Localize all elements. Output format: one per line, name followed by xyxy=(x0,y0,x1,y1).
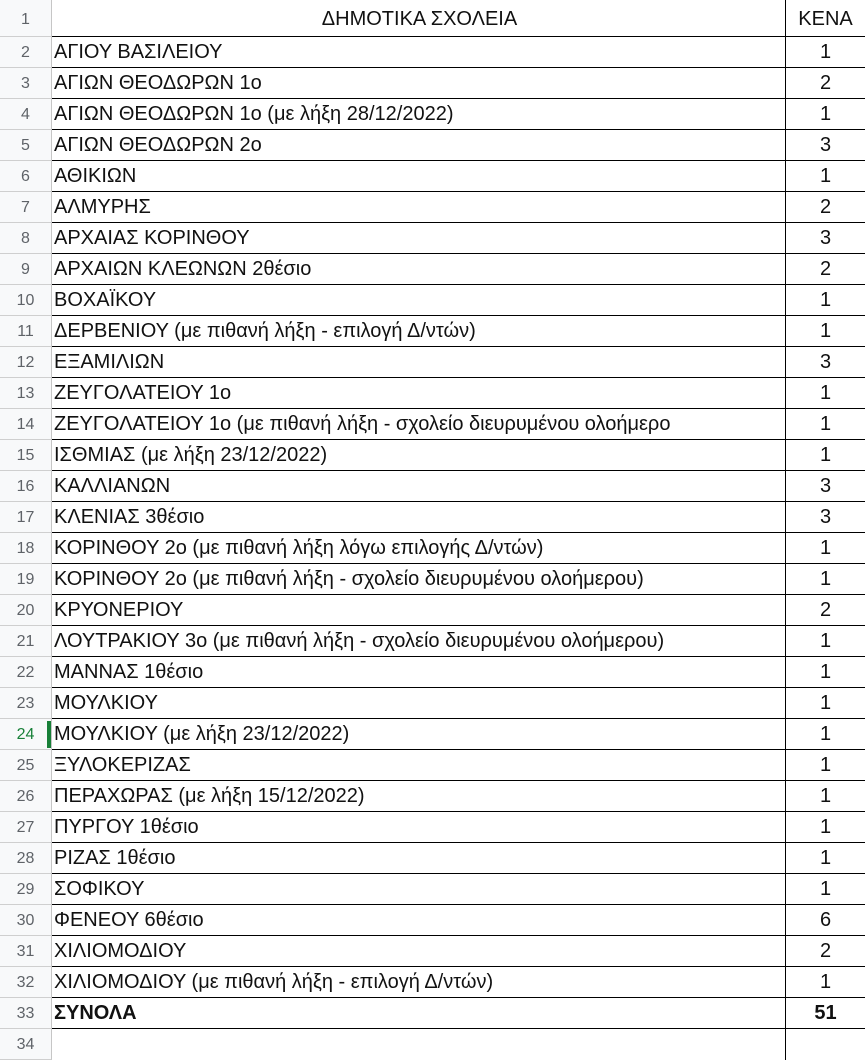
school-name-cell[interactable]: ΑΡΧΑΙΑΣ ΚΟΡΙΝΘΟΥ xyxy=(52,223,786,254)
table-row xyxy=(0,130,865,161)
school-name-cell[interactable]: ΑΛΜΥΡΗΣ xyxy=(52,192,786,223)
school-name-cell[interactable]: ΧΙΛΙΟΜΟΔΙΟΥ (με πιθανή λήξη - επιλογή Δ/ντών) xyxy=(52,967,786,998)
school-name-cell[interactable]: ΕΞΑΜΙΛΙΩΝ xyxy=(52,347,786,378)
vacancy-count-cell[interactable]: 1 xyxy=(786,99,865,130)
school-name-cell[interactable]: ΞΥΛΟΚΕΡΙΖΑΣ xyxy=(52,750,786,781)
vacancy-count-cell[interactable]: 1 xyxy=(786,719,865,750)
vacancy-count-cell[interactable]: 2 xyxy=(786,595,865,626)
vacancy-count-cell[interactable]: 1 xyxy=(786,564,865,595)
vacancy-count-cell[interactable]: 1 xyxy=(786,533,865,564)
header-row xyxy=(0,0,865,37)
row-number[interactable]: 4 xyxy=(0,99,52,130)
table-row xyxy=(0,533,865,564)
school-name-cell[interactable]: ΙΣΘΜΙΑΣ (με λήξη 23/12/2022) xyxy=(52,440,786,471)
row-number[interactable]: 28 xyxy=(0,843,52,874)
vacancy-count-cell[interactable]: 1 xyxy=(786,750,865,781)
empty-cell[interactable] xyxy=(52,1029,786,1060)
empty-cell[interactable] xyxy=(786,1029,865,1060)
empty-row xyxy=(0,1029,865,1060)
table-row xyxy=(0,750,865,781)
row-number[interactable]: 27 xyxy=(0,812,52,843)
row-number[interactable]: 9 xyxy=(0,254,52,285)
school-name-cell[interactable]: ΑΓΙΩΝ ΘΕΟΔΩΡΩΝ 1ο (με λήξη 28/12/2022) xyxy=(52,99,786,130)
school-name-cell[interactable]: ΚΟΡΙΝΘΟΥ 2ο (με πιθανή λήξη λόγω επιλογής Δ/ντών) xyxy=(52,533,786,564)
vacancy-count-cell[interactable]: 1 xyxy=(786,285,865,316)
school-name-cell[interactable]: ΖΕΥΓΟΛΑΤΕΙΟΥ 1ο (με πιθανή λήξη - σχολείο διευρυμένου ολοήμερο xyxy=(52,409,786,440)
school-name-cell[interactable]: ΔΕΡΒΕΝΙΟΥ (με πιθανή λήξη - επιλογή Δ/ντών) xyxy=(52,316,786,347)
row-number[interactable]: 13 xyxy=(0,378,52,409)
row-number[interactable]: 33 xyxy=(0,998,52,1029)
vacancy-count-cell[interactable]: 1 xyxy=(786,378,865,409)
school-name-cell[interactable]: ΡΙΖΑΣ 1θέσιο xyxy=(52,843,786,874)
school-name-cell[interactable]: ΖΕΥΓΟΛΑΤΕΙΟΥ 1ο xyxy=(52,378,786,409)
vacancy-count-cell[interactable]: 3 xyxy=(786,130,865,161)
column-header-schools[interactable]: ΔΗΜΟΤΙΚΑ ΣΧΟΛΕΙΑ xyxy=(52,0,786,37)
school-name-cell[interactable]: ΜΟΥΛΚΙΟΥ (με λήξη 23/12/2022) xyxy=(52,719,786,750)
vacancy-count-cell[interactable]: 2 xyxy=(786,192,865,223)
school-name-cell[interactable]: ΒΟΧΑΪΚΟΥ xyxy=(52,285,786,316)
row-number[interactable]: 22 xyxy=(0,657,52,688)
school-name-cell[interactable]: ΧΙΛΙΟΜΟΔΙΟΥ xyxy=(52,936,786,967)
school-name-cell[interactable]: ΣΟΦΙΚΟΥ xyxy=(52,874,786,905)
vacancy-count-cell[interactable]: 2 xyxy=(786,936,865,967)
table-row xyxy=(0,68,865,99)
table-row xyxy=(0,285,865,316)
vacancy-count-cell[interactable]: 1 xyxy=(786,161,865,192)
vacancy-count-cell[interactable]: 1 xyxy=(786,409,865,440)
table-row xyxy=(0,161,865,192)
table-row xyxy=(0,626,865,657)
vacancy-count-cell[interactable]: 1 xyxy=(786,316,865,347)
school-name-cell[interactable]: ΠΕΡΑΧΩΡΑΣ (με λήξη 15/12/2022) xyxy=(52,781,786,812)
table-row xyxy=(0,409,865,440)
table-row xyxy=(0,223,865,254)
row-number[interactable]: 19 xyxy=(0,564,52,595)
row-number[interactable]: 8 xyxy=(0,223,52,254)
table-row xyxy=(0,502,865,533)
school-name-cell[interactable]: ΚΛΕΝΙΑΣ 3θέσιο xyxy=(52,502,786,533)
data-rows xyxy=(0,37,865,998)
totals-value[interactable]: 51 xyxy=(786,998,865,1029)
school-name-cell[interactable]: ΑΡΧΑΙΩΝ ΚΛΕΩΝΩΝ 2θέσιο xyxy=(52,254,786,285)
school-name-cell[interactable]: ΚΡΥΟΝΕΡΙΟΥ xyxy=(52,595,786,626)
table-row xyxy=(0,812,865,843)
row-number[interactable]: 5 xyxy=(0,130,52,161)
vacancy-count-cell[interactable]: 2 xyxy=(786,68,865,99)
row-number[interactable]: 14 xyxy=(0,409,52,440)
row-number[interactable]: 26 xyxy=(0,781,52,812)
vacancy-count-cell[interactable]: 1 xyxy=(786,843,865,874)
vacancy-count-cell[interactable]: 1 xyxy=(786,781,865,812)
row-number[interactable]: 18 xyxy=(0,533,52,564)
row-number[interactable]: 30 xyxy=(0,905,52,936)
table-row xyxy=(0,874,865,905)
row-number[interactable]: 17 xyxy=(0,502,52,533)
table-row xyxy=(0,688,865,719)
table-row xyxy=(0,440,865,471)
vacancy-count-cell[interactable]: 1 xyxy=(786,37,865,68)
vacancy-count-cell[interactable]: 1 xyxy=(786,812,865,843)
school-name-cell[interactable]: ΑΓΙΩΝ ΘΕΟΔΩΡΩΝ 1ο xyxy=(52,68,786,99)
table-row xyxy=(0,781,865,812)
school-name-cell[interactable]: ΜΟΥΛΚΙΟΥ xyxy=(52,688,786,719)
table-row xyxy=(0,595,865,626)
row-number[interactable]: 34 xyxy=(0,1029,52,1060)
vacancy-count-cell[interactable]: 1 xyxy=(786,657,865,688)
school-name-cell[interactable]: ΜΑΝΝΑΣ 1θέσιο xyxy=(52,657,786,688)
school-name-cell[interactable]: ΑΓΙΟΥ ΒΑΣΙΛΕΙΟΥ xyxy=(52,37,786,68)
row-number[interactable]: 11 xyxy=(0,316,52,347)
table-row xyxy=(0,192,865,223)
row-number[interactable]: 15 xyxy=(0,440,52,471)
table-row xyxy=(0,936,865,967)
school-name-cell[interactable]: ΚΑΛΛΙΑΝΩΝ xyxy=(52,471,786,502)
table-row xyxy=(0,967,865,998)
school-name-cell[interactable]: ΠΥΡΓΟΥ 1θέσιο xyxy=(52,812,786,843)
school-name-cell[interactable]: ΛΟΥΤΡΑΚΙΟΥ 3ο (με πιθανή λήξη - σχολείο διευρυμένου ολοήμερου) xyxy=(52,626,786,657)
row-number[interactable]: 20 xyxy=(0,595,52,626)
vacancy-count-cell[interactable]: 3 xyxy=(786,471,865,502)
row-number[interactable]: 16 xyxy=(0,471,52,502)
row-number[interactable]: 21 xyxy=(0,626,52,657)
row-number[interactable]: 7 xyxy=(0,192,52,223)
vacancy-count-cell[interactable]: 3 xyxy=(786,502,865,533)
row-number[interactable]: 29 xyxy=(0,874,52,905)
table-row xyxy=(0,719,865,750)
row-number[interactable]: 25 xyxy=(0,750,52,781)
table-row xyxy=(0,843,865,874)
row-number[interactable]: 1 xyxy=(0,0,52,37)
row-number[interactable]: 2 xyxy=(0,37,52,68)
vacancy-count-cell[interactable]: 1 xyxy=(786,688,865,719)
school-name-cell[interactable]: ΑΘΙΚΙΩΝ xyxy=(52,161,786,192)
table-row xyxy=(0,471,865,502)
vacancy-count-cell[interactable]: 1 xyxy=(786,874,865,905)
row-number[interactable]: 31 xyxy=(0,936,52,967)
row-number[interactable]: 10 xyxy=(0,285,52,316)
school-name-cell[interactable]: ΚΟΡΙΝΘΟΥ 2ο (με πιθανή λήξη - σχολείο διευρυμένου ολοήμερου) xyxy=(52,564,786,595)
row-number[interactable]: 12 xyxy=(0,347,52,378)
selection-marker xyxy=(47,721,51,748)
school-name-cell[interactable]: ΑΓΙΩΝ ΘΕΟΔΩΡΩΝ 2ο xyxy=(52,130,786,161)
vacancy-count-cell[interactable]: 3 xyxy=(786,223,865,254)
table-row xyxy=(0,905,865,936)
vacancy-count-cell[interactable]: 1 xyxy=(786,626,865,657)
table-row xyxy=(0,254,865,285)
totals-row xyxy=(0,998,865,1029)
column-header-vacancies[interactable]: ΚΕΝΑ xyxy=(786,0,865,37)
table-row xyxy=(0,37,865,68)
totals-label[interactable]: ΣΥΝΟΛΑ xyxy=(52,998,786,1029)
row-number[interactable]: 23 xyxy=(0,688,52,719)
vacancy-count-cell[interactable]: 2 xyxy=(786,254,865,285)
row-number[interactable]: 6 xyxy=(0,161,52,192)
table-row xyxy=(0,657,865,688)
table-row xyxy=(0,378,865,409)
vacancy-count-cell[interactable]: 1 xyxy=(786,440,865,471)
row-number[interactable]: 3 xyxy=(0,68,52,99)
vacancy-count-cell[interactable]: 1 xyxy=(786,967,865,998)
table-row xyxy=(0,564,865,595)
table-row xyxy=(0,99,865,130)
row-number[interactable]: 32 xyxy=(0,967,52,998)
vacancy-count-cell[interactable]: 6 xyxy=(786,905,865,936)
table-row xyxy=(0,316,865,347)
row-number[interactable]: 24 xyxy=(0,719,52,750)
table-row xyxy=(0,347,865,378)
vacancy-count-cell[interactable]: 3 xyxy=(786,347,865,378)
school-name-cell[interactable]: ΦΕΝΕΟΥ 6θέσιο xyxy=(52,905,786,936)
